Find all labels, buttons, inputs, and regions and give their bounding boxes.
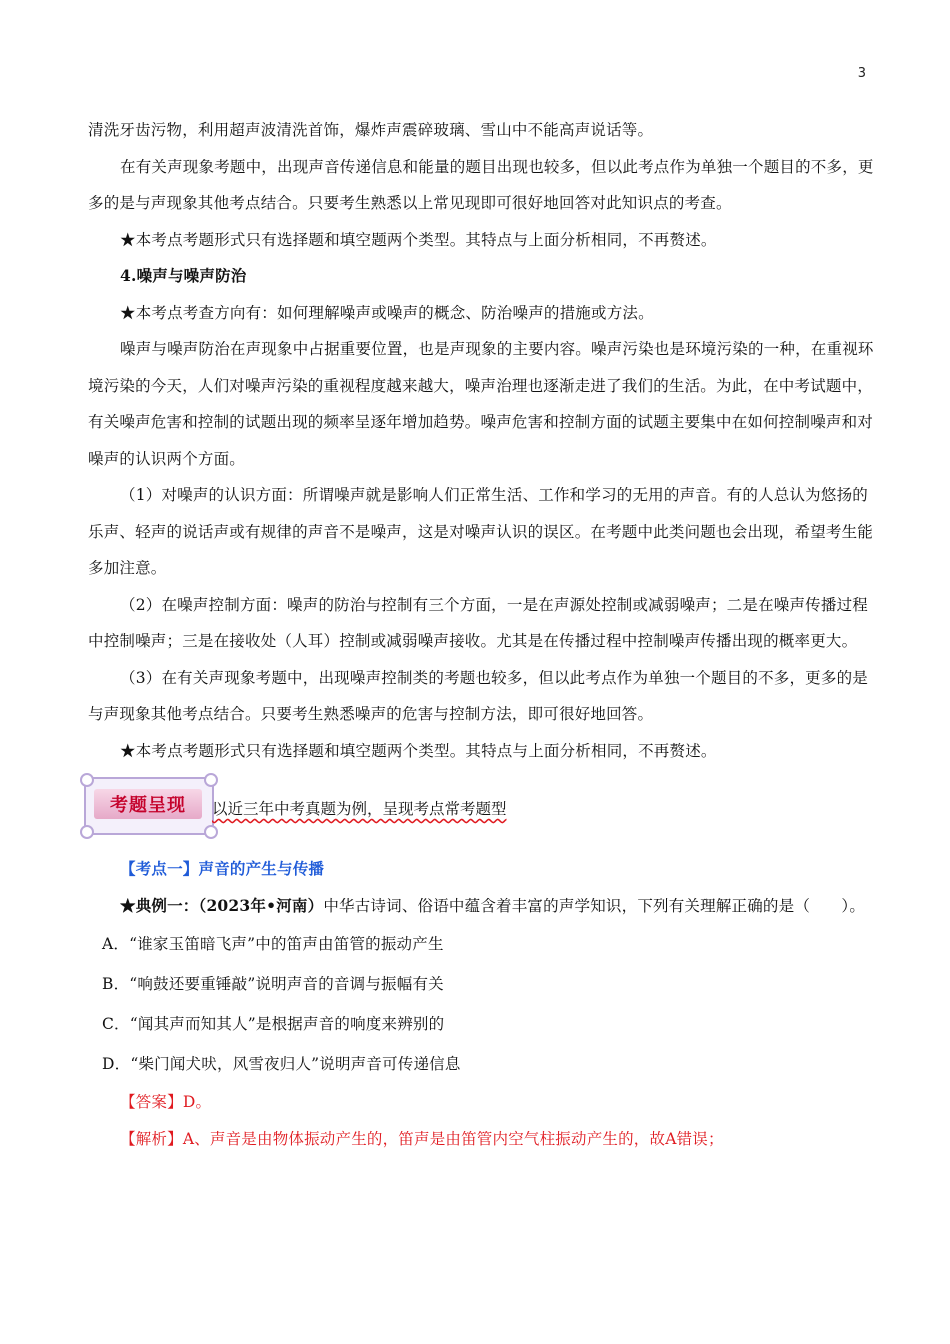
scroll-roll-icon bbox=[80, 773, 94, 787]
paragraph: 清洗牙齿污物，利用超声波清洗首饰，爆炸声震碎玻璃、雪山中不能高声说话等。 bbox=[88, 121, 654, 139]
scroll-roll-icon bbox=[204, 773, 218, 787]
paragraph-point: （3）在有关声现象考题中，出现噪声控制类的考题也较多，但以此考点作为单独一个题目的不多，更多的是与声现象其他考点结合。只要考生熟悉噪声的危害与控制方法，即可很好地回答。 bbox=[88, 668, 868, 723]
page-number: 3 bbox=[857, 66, 866, 81]
analysis bbox=[88, 1121, 878, 1158]
option-b: B．“响鼓还要重锤敲”说明声音的音调与振幅有关 bbox=[102, 975, 444, 993]
paragraph-direction: ★本考点考查方向有：如何理解噪声或噪声的概念、防治噪声的措施或方法。 bbox=[120, 303, 654, 322]
paragraph: 在有关声现象考题中，出现声音传递信息和能量的题目出现也较多，但以此考点作为单独一个题目的不多，更多的是与声现象其他考点结合。只要考生熟悉以上常见现即可很好地回答对此知识点的考查。 bbox=[88, 157, 874, 212]
paragraph-note: ★本考点考题形式只有选择题和填空题两个类型。其特点与上面分析相同，不再赘述。 bbox=[120, 741, 717, 760]
banner-text: 以近三年中考真题为例，呈现考点常考题型 bbox=[212, 800, 507, 818]
paragraph: 噪声与噪声防治在声现象中占据重要位置，也是声现象的主要内容。噪声污染也是环境污染的一种，在重视环境污染的今天，人们对噪声污染的重视程度越来越大，噪声治理也逐渐走进了我们的生活。为此，在中考试题中，有关噪声危害和控制的试题出现的频率呈逐年增加趋势。噪声危害和控制方面的试题主要集中在如何控制噪声和对噪声的认识两个方面。 bbox=[88, 340, 874, 468]
scroll-roll-icon bbox=[204, 825, 218, 839]
scroll-roll-icon bbox=[80, 825, 94, 839]
section-title: 4.噪声与噪声防治 bbox=[120, 266, 247, 285]
example-label: ★典例一：（2023年•河南） bbox=[120, 895, 324, 915]
section-banner bbox=[88, 771, 878, 845]
paragraph-point: （2）在噪声控制方面：噪声的防治与控制有三个方面，一是在声源处控制或减弱噪声；二是在噪声传播过程中控制噪声；三是在接收处（人耳）控制或减弱噪声接收。尤其是在传播过程中控制噪声传播出现的概率更大。 bbox=[88, 595, 868, 650]
answer-value: D。 bbox=[182, 1093, 212, 1111]
banner-label: 考题呈现 bbox=[94, 789, 202, 819]
paragraph-note: ★本考点考题形式只有选择题和填空题两个类型。其特点与上面分析相同，不再赘述。 bbox=[120, 230, 717, 249]
analysis-text: A、声音是由物体振动产生的，笛声是由笛管内空气柱振动产生的，故A错误； bbox=[182, 1129, 724, 1148]
document-body bbox=[88, 112, 878, 1157]
scroll-badge bbox=[84, 777, 214, 835]
answer bbox=[88, 1084, 878, 1121]
answer-label: 【答案】 bbox=[120, 1093, 183, 1111]
analysis-label: 【解析】 bbox=[120, 1129, 183, 1148]
option-c: C．“闻其声而知其人”是根据声音的响度来辨别的 bbox=[102, 1015, 445, 1033]
option-d: D．“柴门闻犬吠，风雪夜归人”说明声音可传递信息 bbox=[102, 1055, 461, 1073]
paragraph-point: （1）对噪声的认识方面：所谓噪声就是影响人们正常生活、工作和学习的无用的声音。有的人总认为悠扬的乐声、轻声的说话声或有规律的声音不是噪声，这是对噪声认识的误区。在考题中此类问题也会出现，希望考生能多加注意。 bbox=[88, 486, 874, 577]
kaodian-title: 【考点一】声音的产生与传播 bbox=[120, 859, 325, 878]
example-question bbox=[88, 888, 878, 925]
example-text: 中华古诗词、俗语中蕴含着丰富的声学知识，下列有关理解正确的是（ ）。 bbox=[323, 896, 866, 915]
option-a: A．“谁家玉笛暗飞声”中的笛声由笛管的振动产生 bbox=[102, 935, 444, 953]
